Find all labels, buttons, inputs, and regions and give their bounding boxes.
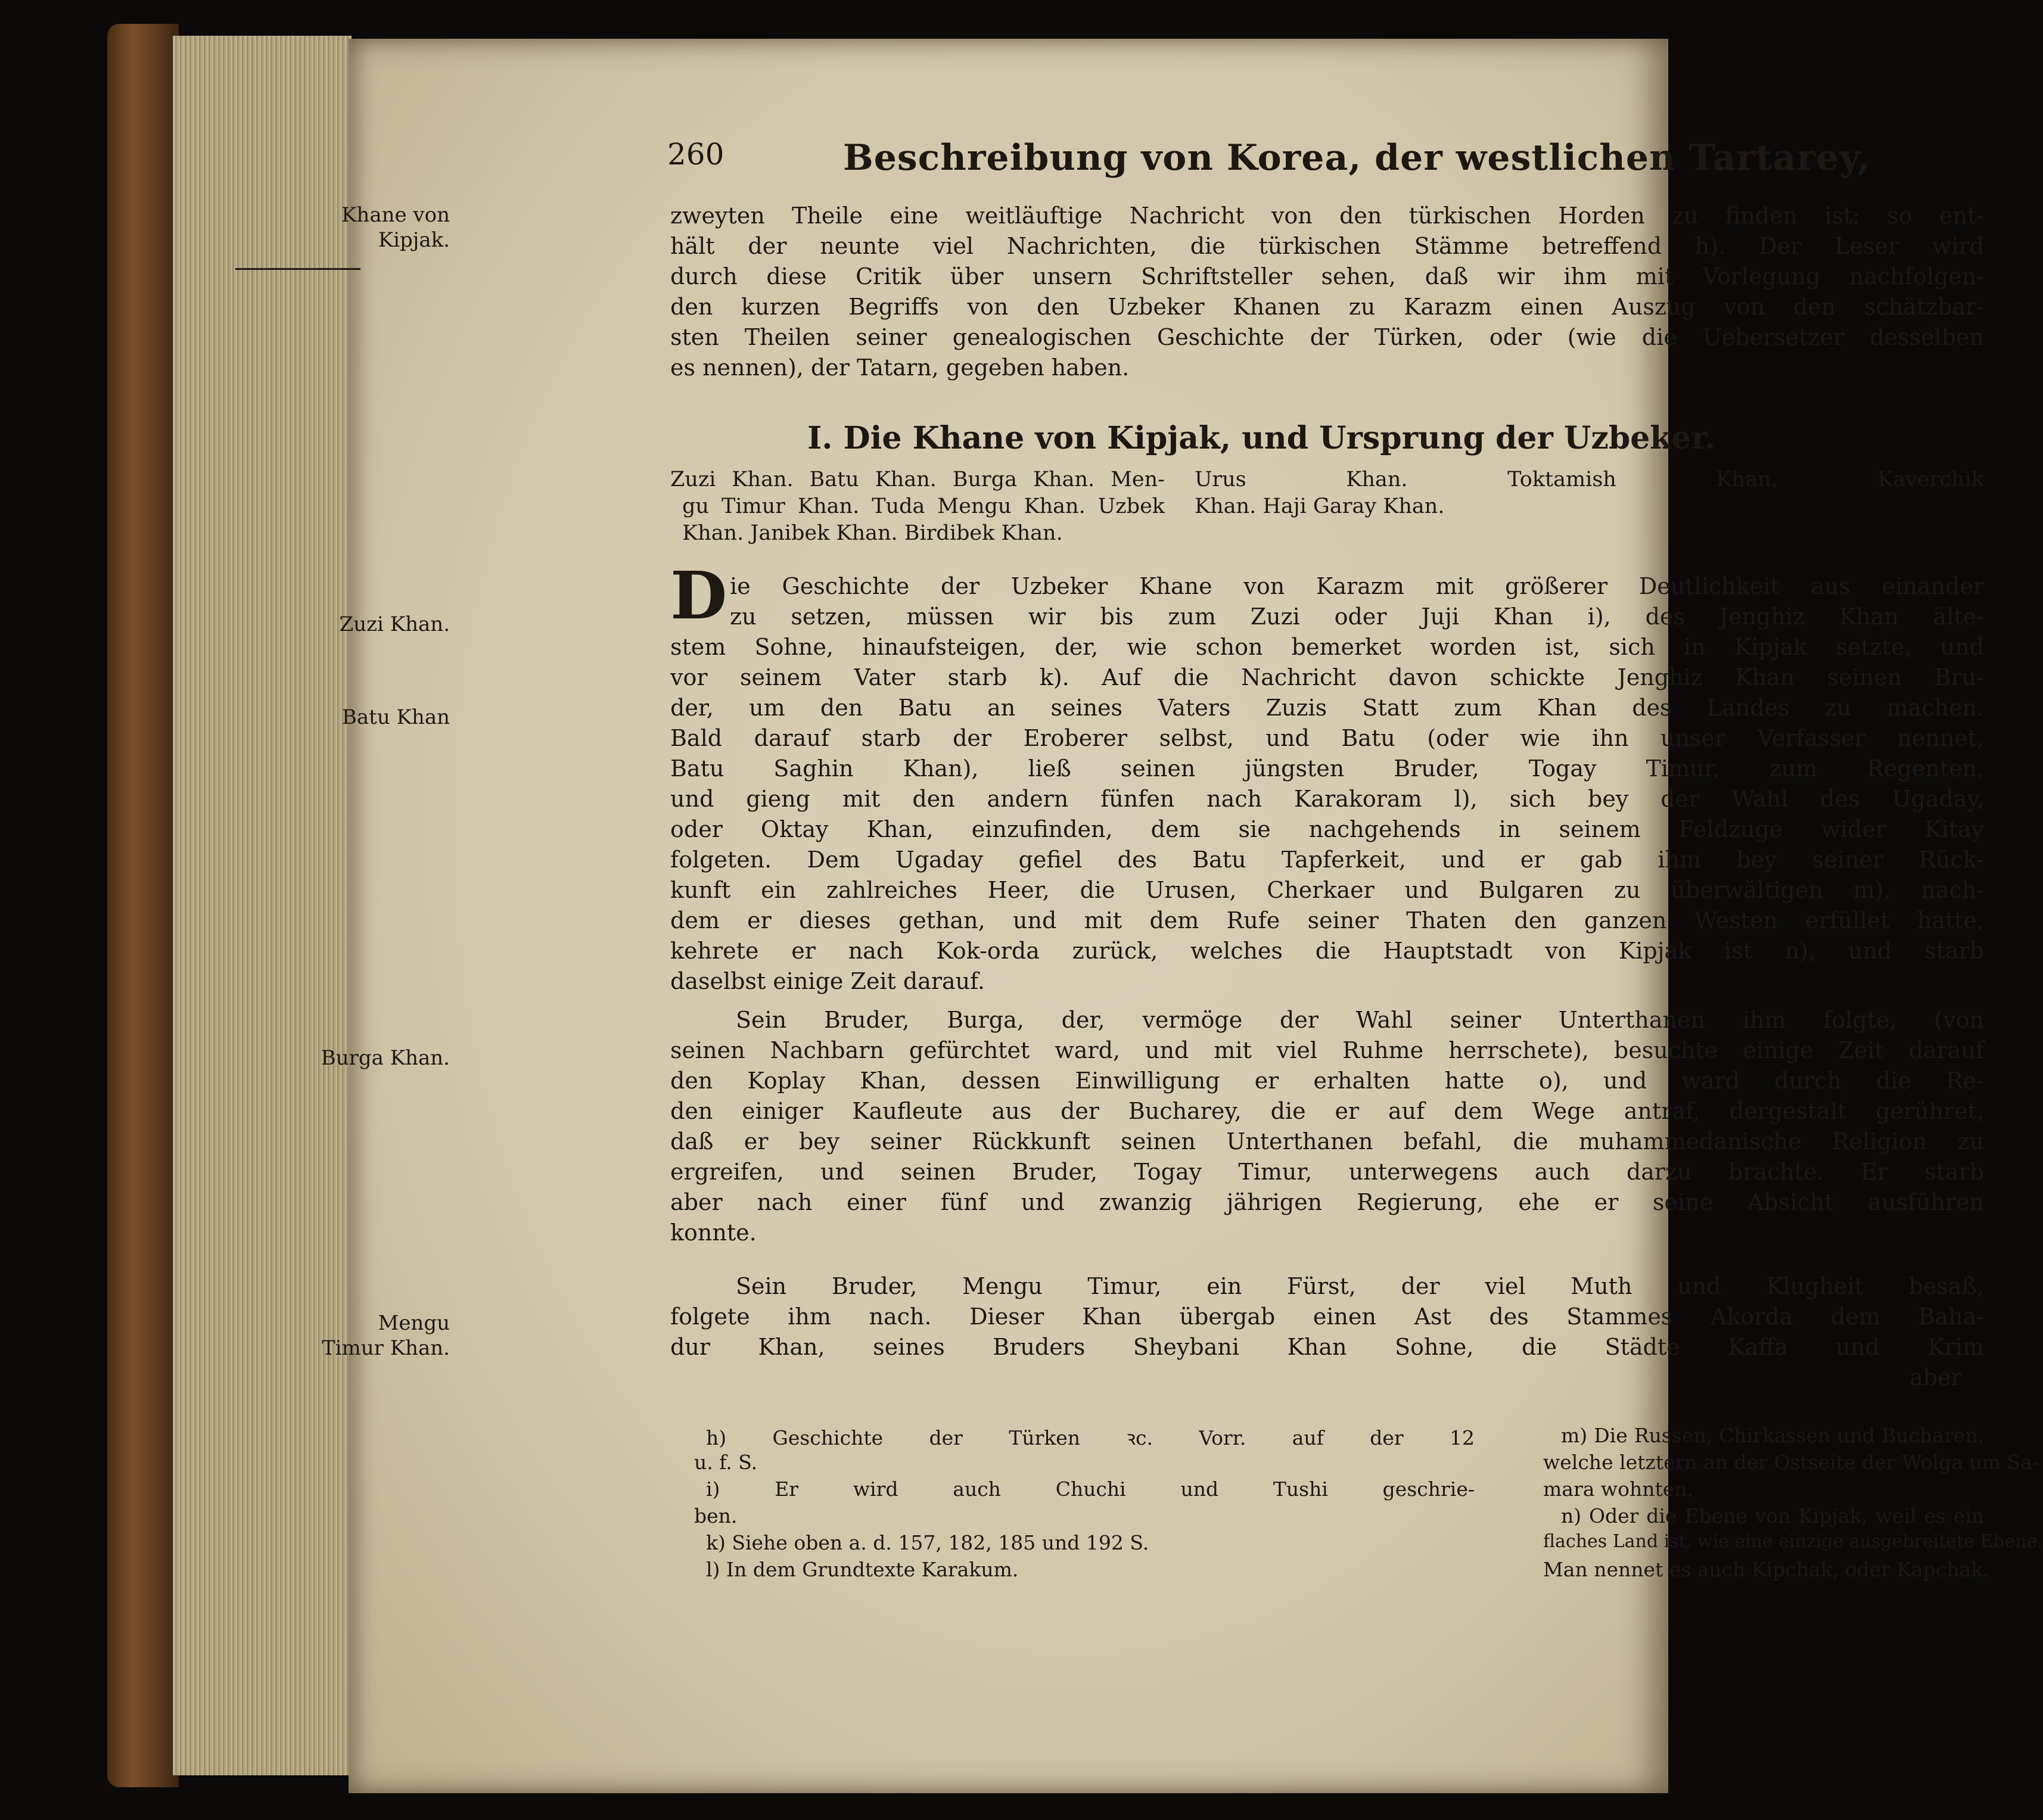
text-line: Sein Bruder, Burga, der, vermöge der Wahl seiner Unterthanen ihm folgte, (von <box>736 1007 1984 1033</box>
section-heading: I. Die Khane von Kipjak, und Ursprung der Uzbeker. <box>807 420 1716 456</box>
text-line: und gieng mit den andern fünfen nach Karakoram l), sich bey der Wahl des Ugaday, <box>670 786 1984 812</box>
text-line: daselbst einige Zeit darauf. <box>670 968 985 994</box>
footnote-h: h) Geschichte der Türken ꝛc. Vorr. auf der 12 <box>706 1426 1475 1449</box>
text-line: ergreifen, und seinen Bruder, Togay Timur, unterwegens auch darzu brachte. Er starb <box>670 1159 1984 1185</box>
margin-note-mengu-timur-khan: Mengu Timur Khan. <box>321 1311 450 1360</box>
text-line: zu setzen, müssen wir bis zum Zuzi oder Juji Khan i), des Jenghiz Khan älte- <box>730 603 1984 630</box>
text-line: folgete ihm nach. Dieser Khan übergab einen Ast des Stammes Akorda dem Baha- <box>670 1303 1984 1330</box>
text-line: daß er bey seiner Rückkunft seinen Unterthanen befahl, die muhammedanische Religion zu <box>670 1128 1984 1155</box>
text-line: zweyten Theile eine weitläuftige Nachricht von den türkischen Horden zu finden ist: so ent- <box>670 203 1984 229</box>
text-line: konnte. <box>670 1219 757 1246</box>
text-line: Batu Saghin Khan), ließ seinen jüngsten Bruder, Togay Timur, zum Regenten, <box>670 755 1984 782</box>
footnote-m: m) Die Russen, Chirkassen und Bucharen, <box>1561 1424 1984 1447</box>
text-line: kehrete er nach Kok-orda zurück, welches die Hauptstadt von Kipjak ist n), und starb <box>670 938 1984 964</box>
text-line: dem er dieses gethan, und mit dem Rufe seiner Thaten den ganzen Westen erfüllet hatte, <box>670 907 1984 934</box>
book-spine <box>107 24 179 1787</box>
footnote-line: u. f. S. <box>694 1451 758 1474</box>
margin-note-khane-von-kipjak: Khane von Kipjak. <box>341 203 450 252</box>
summary-line: Zuzi Khan. Batu Khan. Burga Khan. Men- <box>670 468 1165 491</box>
page-number: 260 <box>667 137 724 172</box>
text-line: vor seinem Vater starb k). Auf die Nachricht davon schickte Jenghiz Khan seinen Bru- <box>670 664 1984 690</box>
footnote-line: Man nennet es auch Kipchak, oder Kapchak. <box>1543 1558 1989 1581</box>
text-line: oder Oktay Khan, einzufinden, dem sie nachgehends in seinem Feldzuge wider Kitay <box>670 816 1984 842</box>
running-title: Beschreibung von Korea, der westlichen Tartarey, <box>843 137 1871 179</box>
footnote-l: l) In dem Grundtexte Karakum. <box>706 1558 1019 1581</box>
margin-note-burga-khan: Burga Khan. <box>321 1046 450 1070</box>
text-line: den einiger Kaufleute aus der Bucharey, die er auf dem Wege antraf, dergestalt gerühret, <box>670 1098 1984 1124</box>
footnote-line: welche letztern an der Ostseite der Wolga um Sa- <box>1543 1451 2039 1474</box>
footnote-line: flaches Land ist, wie eine einzige ausgebreitete Ebene. <box>1543 1531 2043 1552</box>
text-line: Bald darauf starb der Eroberer selbst, und Batu (oder wie ihn unser Verfasser nennet, <box>670 725 1984 751</box>
text-line: folgeten. Dem Ugaday gefiel des Batu Tapferkeit, und er gab ihm bey seiner Rück- <box>670 847 1984 873</box>
drop-cap: D <box>670 557 727 634</box>
page-edges <box>173 36 352 1775</box>
text-line: dur Khan, seines Bruders Sheybani Khan Sohne, die Städte Kaffa und Krim <box>670 1334 1984 1360</box>
footnote-n: n) Oder die Ebene von Kipjak, weil es ein <box>1561 1504 1984 1527</box>
footnote-k: k) Siehe oben a. d. 157, 182, 185 und 192 S. <box>706 1531 1149 1554</box>
text-line: ie Geschichte der Uzbeker Khane von Karazm mit größerer Deutlichkeit aus einander <box>730 573 1984 599</box>
text-line: durch diese Critik über unsern Schriftsteller sehen, daß wir ihm mit Vorlegung nachfolgen- <box>670 263 1984 290</box>
catchword: aber <box>1910 1364 1962 1390</box>
text-line: seinen Nachbarn gefürchtet ward, und mit viel Ruhme herrschete), besuchte einige Zeit darauf <box>670 1037 1984 1063</box>
footnote-line: mara wohnten. <box>1543 1477 1694 1501</box>
text-line: sten Theilen seiner genealogischen Geschichte der Türken, oder (wie die Uebersetzer desselben <box>670 324 1984 350</box>
margin-note-batu-khan: Batu Khan <box>341 705 450 729</box>
margin-note-zuzi-khan: Zuzi Khan. <box>339 612 450 636</box>
text-line: es nennen), der Tatarn, gegeben haben. <box>670 354 1130 381</box>
text-line: kunft ein zahlreiches Heer, die Urusen, Cherkaer und Bulgaren zu überwältigen m), nach- <box>670 877 1984 903</box>
text-line: hält der neunte viel Nachrichten, die türkischen Stämme betreffend h). Der Leser wird <box>670 233 1984 259</box>
summary-line: Urus Khan. Toktamish Khan. Kaverchik <box>1195 468 1984 491</box>
summary-line: gu Timur Khan. Tuda Mengu Khan. Uzbek <box>682 494 1165 518</box>
text-line: aber nach einer fünf und zwanzig jährigen Regierung, ehe er seine Absicht ausführen <box>670 1189 1984 1215</box>
text-line: der, um den Batu an seines Vaters Zuzis Statt zum Khan des Landes zu machen. <box>670 695 1984 721</box>
summary-line: Khan. Haji Garay Khan. <box>1195 494 1445 518</box>
footnote-line: ben. <box>694 1504 738 1527</box>
text-line: den Koplay Khan, dessen Einwilligung er erhalten hatte o), und ward durch die Re- <box>670 1068 1984 1094</box>
footnote-i: i) Er wird auch Chuchi und Tushi geschrie- <box>706 1477 1475 1501</box>
book-page <box>321 39 2043 1793</box>
summary-line: Khan. Janibek Khan. Birdibek Khan. <box>682 521 1063 545</box>
margin-divider <box>235 268 360 270</box>
text-line: den kurzen Begriffs von den Uzbeker Khanen zu Karazm einen Auszug von den schätzbar- <box>670 294 1984 320</box>
text-line: stem Sohne, hinaufsteigen, der, wie schon bemerket worden ist, sich in Kipjak setzte, und <box>670 634 1984 660</box>
text-line: Sein Bruder, Mengu Timur, ein Fürst, der viel Muth und Klugheit besaß, <box>736 1273 1984 1299</box>
